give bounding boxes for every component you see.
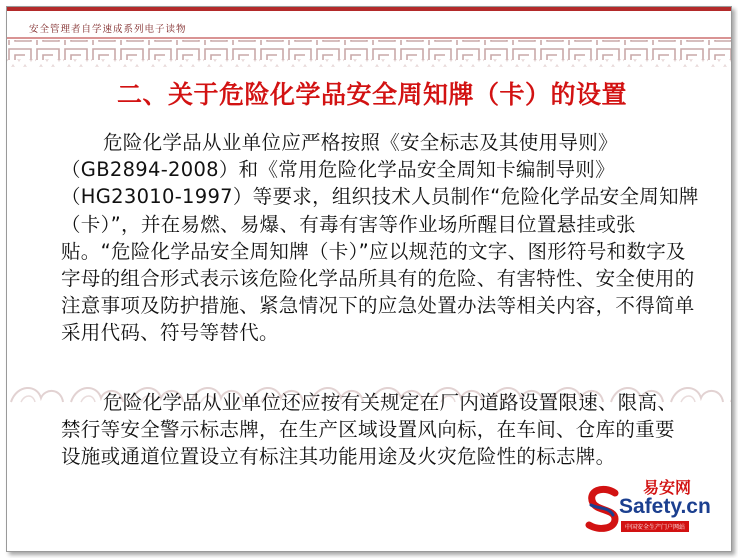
slide-title: 二、关于危险化学品安全周知牌（卡）的设置 — [117, 80, 628, 109]
logo-tagline: 中国安全生产门户网站 — [621, 521, 689, 532]
paragraph-1: 危险化学品从业单位应严格按照《安全标志及其使用导则》（GB2894-2008）和《常用危险化学品安全周知卡编制导则》（HG23010-1997）等要求，组织技术人员制作“危险化学品安全周知牌（卡）”，并在易燃、易爆、有毒有害等作业场所醒目位置悬挂或张贴。“危险化学品安全周知牌（卡）”应以规范的文字、图形符号和数字及字母的组合形式表示该危险化学品所具有的危险、有害特性、安全使用的注意事项及防护措施、紧急情况下的应急处置办法等相关内容，不得简单采用代码、符号等替代。 — [61, 131, 699, 345]
series-title: 安全管理者自学速成系列电子读物 — [29, 24, 187, 35]
logo-domain: Safety.cn — [619, 495, 711, 518]
paragraph-2: 危险化学品从业单位还应按有关规定在厂内道路设置限速、限高、禁行等安全警示标志牌，在生产区域设置风向标，在车间、仓库的重要设施或通道位置设立有标注其功能用途及火灾危险性的标志牌。 — [61, 391, 678, 469]
decorative-border-top — [7, 7, 731, 69]
logo-name-cn: 易安网 — [643, 478, 692, 497]
slide — [6, 6, 732, 552]
logo-s-icon — [585, 485, 621, 535]
safety-cn-logo[interactable] — [585, 475, 721, 539]
